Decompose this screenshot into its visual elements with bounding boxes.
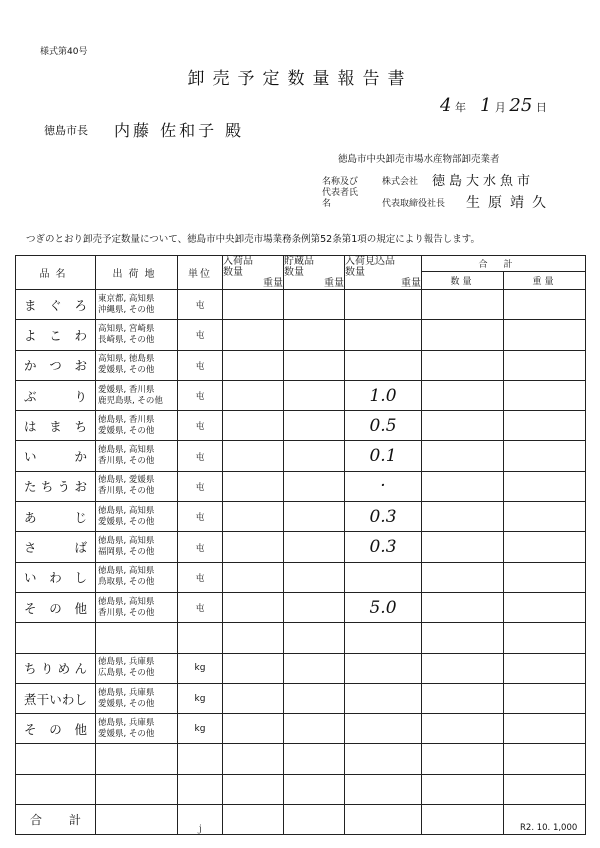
origin-line-1: 徳島県, 高知県 bbox=[98, 445, 155, 456]
header-total-weight: 重量 bbox=[504, 272, 586, 290]
unit: 屯 bbox=[178, 502, 223, 532]
origin bbox=[96, 441, 178, 471]
footer-note: R2. 10. 1,000 bbox=[520, 823, 578, 833]
arrived-cell bbox=[223, 320, 284, 350]
report-statement: つぎのとおり卸売予定数量について、徳島市中央卸売市場業務条例第52条第1項の規定により報告します。 bbox=[26, 234, 480, 245]
origin bbox=[96, 653, 178, 683]
item-name: まぐろ bbox=[16, 290, 96, 320]
unit: 屯 bbox=[178, 471, 223, 501]
unit: kg bbox=[178, 653, 223, 683]
origin-line-1: 徳島県, 高知県 bbox=[98, 536, 155, 547]
expected-cell: 0.3 bbox=[345, 532, 422, 562]
addressee-title: 徳島市長 bbox=[44, 124, 88, 137]
origin-line-2: 愛媛県, その他 bbox=[98, 698, 155, 709]
addressee-name: 内藤 佐和子 殿 bbox=[114, 121, 245, 140]
arrived-cell bbox=[223, 471, 284, 501]
arrived-cell bbox=[223, 592, 284, 622]
total-label: 合計 bbox=[16, 805, 96, 835]
arrived-cell bbox=[223, 502, 284, 532]
expected-cell bbox=[345, 623, 422, 653]
total-unit-mark: ｊ bbox=[178, 805, 223, 835]
origin bbox=[96, 744, 178, 774]
header-origin: 出荷地 bbox=[96, 256, 178, 290]
representative-name: 生原靖久 bbox=[466, 195, 554, 211]
origin bbox=[96, 532, 178, 562]
origin bbox=[96, 350, 178, 380]
unit: 屯 bbox=[178, 592, 223, 622]
arrived-cell bbox=[223, 683, 284, 713]
origin bbox=[96, 411, 178, 441]
origin-line-1: 高知県, 宮崎県 bbox=[98, 323, 155, 334]
expected-cell bbox=[345, 714, 422, 744]
date-year-unit: 年 bbox=[454, 101, 466, 114]
total-qty-cell bbox=[422, 290, 504, 320]
origin bbox=[96, 471, 178, 501]
arrived-cell bbox=[223, 532, 284, 562]
origin-line-1: 徳島県, 高知県 bbox=[98, 566, 155, 577]
item-name: その他 bbox=[16, 714, 96, 744]
item-name: かつお bbox=[16, 350, 96, 380]
total-qty-cell bbox=[422, 714, 504, 744]
header-stored bbox=[284, 256, 345, 290]
total-weight-cell bbox=[504, 653, 586, 683]
arrived-cell bbox=[223, 653, 284, 683]
stored-cell bbox=[284, 441, 345, 471]
date-month: 1 bbox=[479, 95, 492, 116]
origin bbox=[96, 502, 178, 532]
item-name: ちりめん bbox=[16, 653, 96, 683]
unit: kg bbox=[178, 683, 223, 713]
table-row bbox=[16, 562, 586, 592]
table-row bbox=[16, 502, 586, 532]
unit: 屯 bbox=[178, 562, 223, 592]
total-weight-cell bbox=[504, 562, 586, 592]
total-weight-cell bbox=[504, 532, 586, 562]
total-weight-cell bbox=[504, 380, 586, 410]
expected-cell bbox=[345, 774, 422, 804]
header-expected-qty: 数量 bbox=[345, 267, 365, 278]
arrived-cell bbox=[223, 380, 284, 410]
unit: 屯 bbox=[178, 411, 223, 441]
stored-cell bbox=[284, 744, 345, 774]
item-name: はまち bbox=[16, 411, 96, 441]
table-row bbox=[16, 653, 586, 683]
table-row bbox=[16, 411, 586, 441]
total-weight-cell bbox=[504, 774, 586, 804]
total-weight-cell bbox=[504, 744, 586, 774]
origin-line-2: 鹿児島県, その他 bbox=[98, 395, 163, 406]
total-qty-cell bbox=[422, 471, 504, 501]
origin-line-1: 徳島県, 兵庫県 bbox=[98, 687, 155, 698]
header-unit: 単位 bbox=[178, 256, 223, 290]
total-weight-cell bbox=[504, 471, 586, 501]
arrived-cell bbox=[223, 290, 284, 320]
expected-cell bbox=[345, 683, 422, 713]
arrived-cell bbox=[223, 411, 284, 441]
date-day-unit: 日 bbox=[535, 101, 547, 114]
arrived-cell bbox=[223, 562, 284, 592]
date-month-unit: 月 bbox=[494, 101, 506, 114]
total-qty-cell bbox=[422, 623, 504, 653]
stored-cell bbox=[284, 350, 345, 380]
origin bbox=[96, 592, 178, 622]
origin-line-2: 愛媛県, その他 bbox=[98, 728, 155, 739]
total-qty-cell bbox=[422, 592, 504, 622]
item-name: その他 bbox=[16, 592, 96, 622]
unit bbox=[178, 623, 223, 653]
stored-cell bbox=[284, 774, 345, 804]
origin-line-2: 愛媛県, その他 bbox=[98, 365, 155, 376]
expected-cell bbox=[345, 290, 422, 320]
origin-line-2: 愛媛県, その他 bbox=[98, 516, 155, 527]
table-row bbox=[16, 683, 586, 713]
unit: kg bbox=[178, 714, 223, 744]
origin bbox=[96, 290, 178, 320]
item-name bbox=[16, 774, 96, 804]
header-arrived-weight: 重量 bbox=[263, 278, 283, 289]
item-name: 煮干いわし bbox=[16, 683, 96, 713]
item-name: あじ bbox=[16, 502, 96, 532]
stored-cell bbox=[284, 562, 345, 592]
origin-line-1: 愛媛県, 香川県 bbox=[98, 384, 155, 395]
total-qty-cell bbox=[422, 411, 504, 441]
total-expected bbox=[345, 805, 422, 835]
total-stored bbox=[284, 805, 345, 835]
total-qty-cell bbox=[422, 350, 504, 380]
total-qty-cell bbox=[422, 774, 504, 804]
total-qty-cell bbox=[422, 744, 504, 774]
company-name: 徳島大水魚市 bbox=[432, 174, 535, 189]
unit: 屯 bbox=[178, 532, 223, 562]
item-name: いわし bbox=[16, 562, 96, 592]
arrived-cell bbox=[223, 441, 284, 471]
origin-line-2: 香川県, その他 bbox=[98, 456, 155, 467]
stored-cell bbox=[284, 502, 345, 532]
total-weight-cell bbox=[504, 714, 586, 744]
item-name bbox=[16, 623, 96, 653]
table-row bbox=[16, 380, 586, 410]
origin-line-1: 徳島県, 兵庫県 bbox=[98, 657, 155, 668]
report-table bbox=[15, 255, 586, 835]
origin-line-2: 広島県, その他 bbox=[98, 668, 155, 679]
table-row bbox=[16, 623, 586, 653]
origin-line-2: 愛媛県, その他 bbox=[98, 425, 155, 436]
date-day: 25 bbox=[509, 95, 533, 116]
item-name bbox=[16, 744, 96, 774]
expected-cell bbox=[345, 744, 422, 774]
expected-cell: 0.1 bbox=[345, 441, 422, 471]
table-row bbox=[16, 471, 586, 501]
total-qty-cell bbox=[422, 562, 504, 592]
origin-line-1: 徳島県, 高知県 bbox=[98, 596, 155, 607]
stored-cell bbox=[284, 471, 345, 501]
header-arrived bbox=[223, 256, 284, 290]
item-name: さば bbox=[16, 532, 96, 562]
representative-title: 代表取締役社長 bbox=[382, 199, 446, 209]
total-weight-cell bbox=[504, 592, 586, 622]
header-expected bbox=[345, 256, 422, 290]
expected-cell: 1.0 bbox=[345, 380, 422, 410]
item-name: いか bbox=[16, 441, 96, 471]
total-weight-cell bbox=[504, 290, 586, 320]
table-row bbox=[16, 441, 586, 471]
stored-cell bbox=[284, 532, 345, 562]
origin bbox=[96, 714, 178, 744]
total-arrived bbox=[223, 805, 284, 835]
table-row bbox=[16, 744, 586, 774]
table-header-row bbox=[16, 256, 586, 272]
total-weight-cell bbox=[504, 623, 586, 653]
unit: 屯 bbox=[178, 441, 223, 471]
header-stored-qty: 数量 bbox=[284, 267, 304, 278]
expected-cell bbox=[345, 320, 422, 350]
total-qty-cell bbox=[422, 532, 504, 562]
item-name: ぶり bbox=[16, 380, 96, 410]
stored-cell bbox=[284, 683, 345, 713]
arrived-cell bbox=[223, 714, 284, 744]
total-weight-cell bbox=[504, 350, 586, 380]
unit: 屯 bbox=[178, 350, 223, 380]
table-row bbox=[16, 320, 586, 350]
arrived-cell bbox=[223, 623, 284, 653]
total-qty-cell bbox=[422, 380, 504, 410]
total-qty-cell bbox=[422, 320, 504, 350]
origin-line-1: 徳島県, 香川県 bbox=[98, 414, 155, 425]
origin bbox=[96, 623, 178, 653]
total-qty-cell bbox=[422, 441, 504, 471]
origin-line-2: 香川県, その他 bbox=[98, 607, 155, 618]
stored-cell bbox=[284, 653, 345, 683]
origin-line-1: 徳島県, 高知県 bbox=[98, 505, 155, 516]
unit: 屯 bbox=[178, 380, 223, 410]
origin bbox=[96, 774, 178, 804]
header-total-qty: 数量 bbox=[422, 272, 504, 290]
sender-organization: 徳島市中央卸売市場水産物部卸売業者 bbox=[338, 154, 500, 165]
expected-cell bbox=[345, 653, 422, 683]
arrived-cell bbox=[223, 774, 284, 804]
total-row bbox=[16, 805, 586, 835]
total-weight-cell bbox=[504, 502, 586, 532]
form-number: 様式第40号 bbox=[40, 47, 88, 57]
total-weight-cell bbox=[504, 320, 586, 350]
table-row bbox=[16, 532, 586, 562]
table-row bbox=[16, 290, 586, 320]
date-year: 4 bbox=[440, 95, 452, 116]
origin-line-1: 徳島県, 愛媛県 bbox=[98, 475, 155, 486]
unit: 屯 bbox=[178, 290, 223, 320]
arrived-cell bbox=[223, 744, 284, 774]
unit: 屯 bbox=[178, 320, 223, 350]
stored-cell bbox=[284, 623, 345, 653]
total-qty-cell bbox=[422, 653, 504, 683]
origin-line-2: 福岡県, その他 bbox=[98, 547, 155, 558]
report-date bbox=[440, 95, 547, 116]
total-qty-cell bbox=[422, 683, 504, 713]
header-arrived-label: 入荷品 bbox=[223, 256, 253, 267]
expected-cell: 0.5 bbox=[345, 411, 422, 441]
origin-line-1: 高知県, 徳島県 bbox=[98, 354, 155, 365]
total-qty-cell bbox=[422, 502, 504, 532]
stored-cell bbox=[284, 290, 345, 320]
document-title: 卸売予定数量報告書 bbox=[187, 69, 413, 89]
stored-cell bbox=[284, 320, 345, 350]
origin-line-2: 鳥取県, その他 bbox=[98, 577, 155, 588]
item-name: よこわ bbox=[16, 320, 96, 350]
total-weight-cell bbox=[504, 683, 586, 713]
table-row bbox=[16, 714, 586, 744]
sender-label: 名称及び代表者氏名 bbox=[322, 177, 359, 209]
header-expected-label: 入荷見込品 bbox=[345, 256, 395, 267]
header-item: 品名 bbox=[16, 256, 96, 290]
origin bbox=[96, 320, 178, 350]
header-arrived-qty: 数量 bbox=[223, 267, 243, 278]
stored-cell bbox=[284, 714, 345, 744]
origin-line-2: 長崎県, その他 bbox=[98, 334, 155, 345]
total-qty bbox=[422, 805, 504, 835]
origin bbox=[96, 380, 178, 410]
origin-line-2: 香川県, その他 bbox=[98, 486, 155, 497]
header-stored-weight: 重量 bbox=[324, 278, 344, 289]
expected-cell: 5.0 bbox=[345, 592, 422, 622]
header-total: 合計 bbox=[422, 256, 586, 272]
origin-line-2: 沖縄県, その他 bbox=[98, 304, 155, 315]
stored-cell bbox=[284, 592, 345, 622]
expected-cell: 0.3 bbox=[345, 502, 422, 532]
expected-cell bbox=[345, 350, 422, 380]
header-stored-label: 貯蔵品 bbox=[284, 256, 314, 267]
total-weight-cell bbox=[504, 441, 586, 471]
expected-cell: · bbox=[345, 471, 422, 501]
table-row bbox=[16, 774, 586, 804]
expected-cell bbox=[345, 562, 422, 592]
origin-line-1: 東京都, 高知県 bbox=[98, 293, 155, 304]
arrived-cell bbox=[223, 350, 284, 380]
item-name: たちうお bbox=[16, 471, 96, 501]
company-prefix: 株式会社 bbox=[382, 177, 419, 187]
table-row bbox=[16, 592, 586, 622]
header-expected-weight: 重量 bbox=[401, 278, 421, 289]
stored-cell bbox=[284, 411, 345, 441]
origin bbox=[96, 562, 178, 592]
table-row bbox=[16, 350, 586, 380]
origin bbox=[96, 683, 178, 713]
origin-line-1: 徳島県, 兵庫県 bbox=[98, 717, 155, 728]
total-weight-cell bbox=[504, 411, 586, 441]
unit bbox=[178, 774, 223, 804]
stored-cell bbox=[284, 380, 345, 410]
unit bbox=[178, 744, 223, 774]
total-origin bbox=[96, 805, 178, 835]
